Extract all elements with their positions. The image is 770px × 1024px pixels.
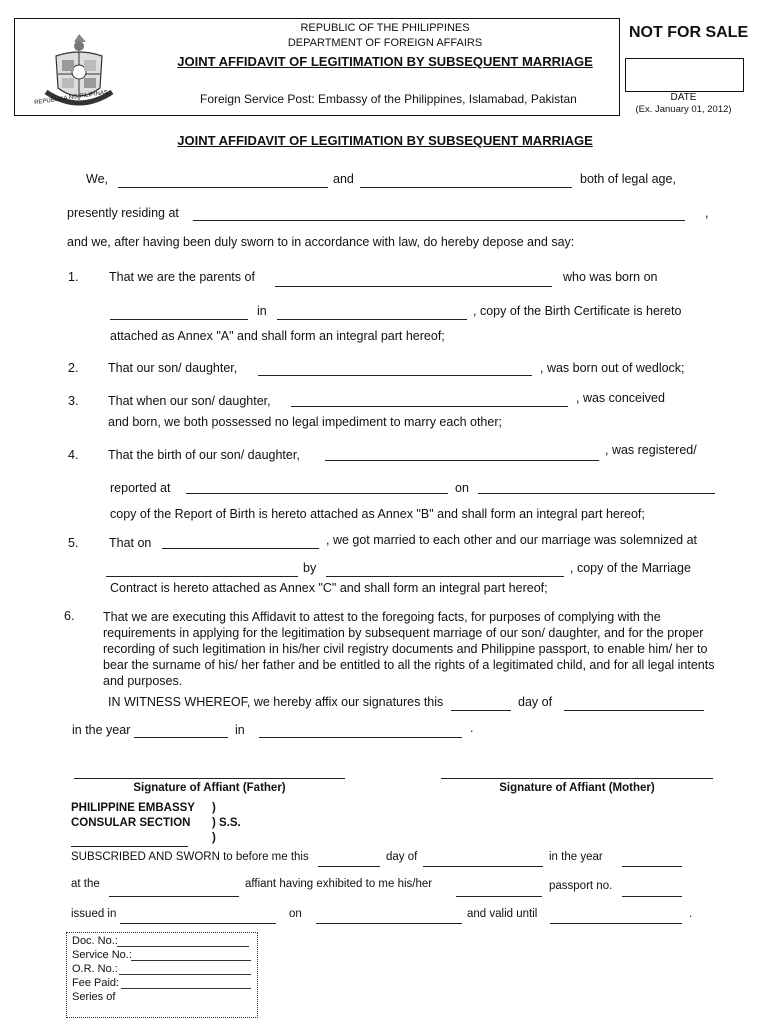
- seal-text: REPUBLIKA NG PILIPINAS: [33, 89, 109, 107]
- item-4-text-c: reported at: [110, 481, 171, 495]
- mother-signature-field[interactable]: [441, 778, 713, 779]
- item-5-text-e: Contract is hereto attached as Annex "C" and shall form an integral part hereof;: [110, 581, 548, 595]
- witness-day-field[interactable]: [451, 710, 511, 711]
- jurat-day-field[interactable]: [318, 866, 380, 867]
- marriage-place-field[interactable]: [106, 576, 298, 577]
- intro-and: and: [333, 172, 354, 186]
- jurat-issued-in: issued in: [71, 908, 117, 920]
- jurat-issued-in-field[interactable]: [120, 923, 276, 924]
- intro-we: We,: [86, 172, 108, 186]
- item-2-text-a: That our son/ daughter,: [108, 361, 238, 375]
- item-5-text-d: , copy of the Marriage: [570, 561, 691, 575]
- item-4-text-b: , was registered/: [605, 443, 697, 457]
- jurat-exhibited: affiant having exhibited to me his/her: [245, 878, 433, 890]
- residence-field[interactable]: [193, 220, 685, 221]
- jurat-subscribed: SUBSCRIBED AND SWORN to before me this: [71, 851, 309, 863]
- fee-paid-field[interactable]: [121, 988, 251, 989]
- mother-name-field[interactable]: [360, 187, 572, 188]
- item-3-text-b: , was conceived: [576, 391, 665, 405]
- item-1-text-e: attached as Annex "A" and shall form an integral part hereof;: [110, 329, 445, 343]
- jurat-paren-3: ): [212, 832, 216, 844]
- item-4-text-d: on: [455, 481, 469, 495]
- child-name-field-3[interactable]: [291, 406, 568, 407]
- jurat-consular: CONSULAR SECTION: [71, 817, 191, 829]
- item-4-text-a: That the birth of our son/ daughter,: [108, 448, 300, 462]
- or-no-field[interactable]: [119, 974, 251, 975]
- header-republic: REPUBLIC OF THE PHILIPPINES: [300, 22, 470, 34]
- jurat-location-field[interactable]: [71, 846, 188, 847]
- birth-date-field[interactable]: [110, 319, 248, 320]
- jurat-issued-on-field[interactable]: [316, 923, 462, 924]
- jurat-year-field[interactable]: [622, 866, 682, 867]
- jurat-in-year: in the year: [549, 851, 603, 863]
- jurat-ss: ) S.S.: [212, 817, 241, 829]
- reported-on-field[interactable]: [478, 493, 715, 494]
- item-2-number: 2.: [68, 361, 79, 375]
- father-name-field[interactable]: [118, 187, 328, 188]
- jurat-embassy: PHILIPPINE EMBASSY: [71, 802, 195, 814]
- document-title: JOINT AFFIDAVIT OF LEGITIMATION BY SUBSEQUENT MARRIAGE: [177, 133, 593, 148]
- jurat-valid-until-field[interactable]: [550, 923, 682, 924]
- item-5-number: 5.: [68, 536, 79, 550]
- jurat-id-type-field[interactable]: [456, 896, 542, 897]
- jurat-month-field[interactable]: [423, 866, 543, 867]
- item-4-text-e: copy of the Report of Birth is hereto attached as Annex "B" and shall form an integral part hereof;: [110, 507, 645, 521]
- marriage-date-field[interactable]: [162, 548, 319, 549]
- item-6-text: That we are executing this Affidavit to attest to the foregoing facts, for purposes of complying with the requirements in applying for the legitimation by subsequent marriage of our son/ daughter, and for the proper recording of such legitimation in his/her civil registry documents and Philippine passport, to enable him/ her to bear the surname of his/ her father and be entitled to all the rights of a legitimated child, and for all legal intents and purposes.: [103, 610, 715, 688]
- intro-residing: presently residing at: [67, 206, 179, 220]
- witness-year-field[interactable]: [134, 737, 228, 738]
- series-label: Series of: [72, 991, 116, 1003]
- solemnizing-officer-field[interactable]: [326, 576, 564, 577]
- child-name-field[interactable]: [275, 286, 552, 287]
- witness-text: IN WITNESS WHEREOF, we hereby affix our signatures this: [108, 695, 444, 709]
- witness-in: in: [235, 723, 245, 737]
- witness-period: .: [470, 721, 474, 735]
- date-label: DATE: [670, 92, 697, 103]
- service-no-label: Service No.:: [72, 949, 132, 961]
- fee-paid-label: Fee Paid:: [72, 977, 120, 989]
- witness-place-field[interactable]: [259, 737, 462, 738]
- birth-place-field[interactable]: [277, 319, 467, 320]
- item-5-text-a: That on: [109, 536, 152, 550]
- item-3-text-a: That when our son/ daughter,: [108, 394, 271, 408]
- fees-box: [66, 932, 258, 1018]
- reported-at-field[interactable]: [186, 493, 448, 494]
- item-5-text-c: by: [303, 561, 317, 575]
- jurat-paren-1: ): [212, 802, 216, 814]
- item-1-text-a: That we are the parents of: [109, 270, 255, 284]
- header-title: JOINT AFFIDAVIT OF LEGITIMATION BY SUBSEQUENT MARRIAGE: [177, 54, 593, 69]
- jurat-at-field[interactable]: [109, 896, 239, 897]
- jurat-period: .: [689, 908, 693, 920]
- item-5-text-b: , we got married to each other and our marriage was solemnized at: [326, 533, 698, 547]
- child-name-field-4[interactable]: [325, 460, 599, 461]
- or-no-label: O.R. No.:: [72, 963, 118, 975]
- child-name-field-2[interactable]: [258, 375, 532, 376]
- item-1-text-b: who was born on: [563, 270, 658, 284]
- not-for-sale: NOT FOR SALE: [629, 24, 749, 41]
- date-field[interactable]: [625, 58, 744, 92]
- intro-comma: ,: [705, 206, 709, 220]
- doc-no-label: Doc. No.:: [72, 935, 118, 947]
- doc-no-field[interactable]: [117, 946, 249, 947]
- intro-legal-age: both of legal age,: [580, 172, 676, 186]
- mother-signature-label: Signature of Affiant (Mother): [499, 782, 655, 794]
- item-4-number: 4.: [68, 448, 79, 462]
- item-3-number: 3.: [68, 394, 79, 408]
- date-example: (Ex. January 01, 2012): [635, 104, 732, 115]
- item-3-text-c: and born, we both possessed no legal impediment to marry each other;: [108, 415, 502, 429]
- item-1-number: 1.: [68, 270, 79, 284]
- header-department: DEPARTMENT OF FOREIGN AFFAIRS: [287, 37, 483, 49]
- item-1-text-c: in: [257, 304, 267, 318]
- jurat-valid-until: and valid until: [467, 908, 538, 920]
- foreign-service-post: Foreign Service Post: Embassy of the Philippines, Islamabad, Pakistan: [200, 92, 577, 106]
- witness-month-field[interactable]: [564, 710, 704, 711]
- witness-in-year: in the year: [72, 723, 131, 737]
- item-1-text-d: , copy of the Birth Certificate is hereto: [473, 304, 682, 318]
- jurat-day-of: day of: [386, 851, 418, 863]
- father-signature-label: Signature of Affiant (Father): [133, 782, 286, 794]
- jurat-at-the: at the: [71, 878, 100, 890]
- witness-day-of: day of: [518, 695, 553, 709]
- jurat-on: on: [289, 908, 302, 920]
- jurat-passport-field[interactable]: [622, 896, 682, 897]
- intro-sworn: and we, after having been duly sworn to in accordance with law, do hereby depose and say:: [67, 235, 575, 249]
- service-no-field[interactable]: [131, 960, 251, 961]
- jurat-passport: passport no.: [549, 880, 613, 892]
- item-2-text-b: , was born out of wedlock;: [540, 361, 685, 375]
- father-signature-field[interactable]: [74, 778, 345, 779]
- item-6-number: 6.: [64, 609, 75, 623]
